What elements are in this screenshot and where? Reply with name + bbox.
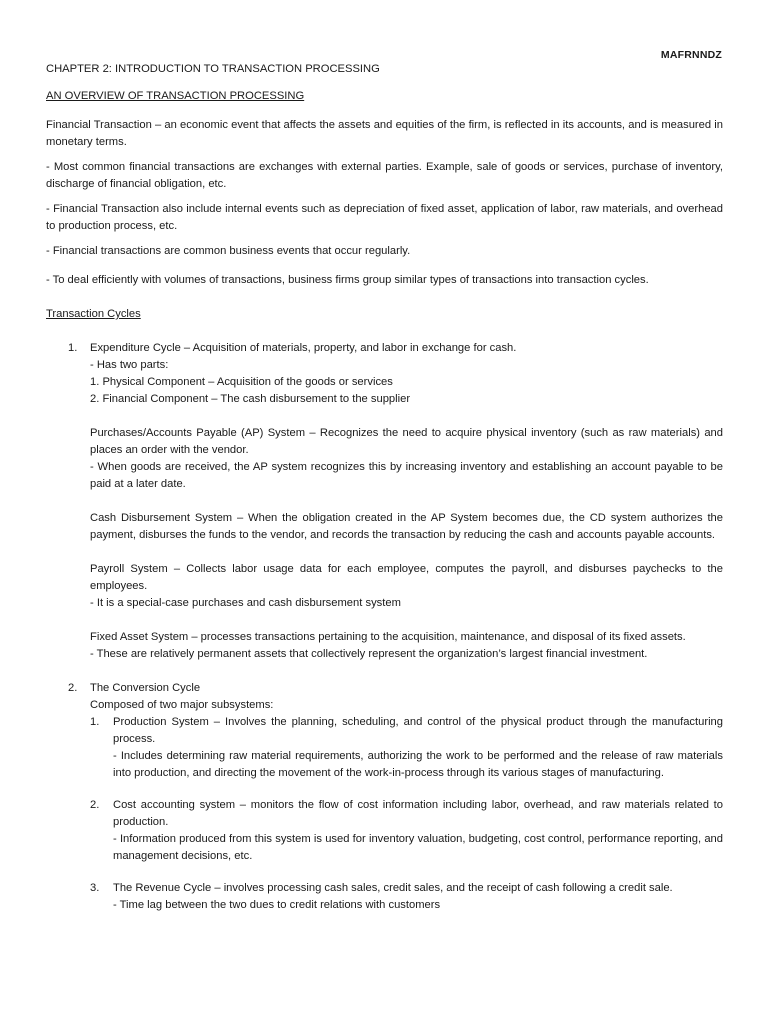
conversion-subtitle: Composed of two major subsystems: xyxy=(90,699,274,711)
fixed-asset-block xyxy=(90,629,723,663)
payroll-text: - It is a special-case purchases and cash disbursement system xyxy=(90,597,401,609)
conversion-cycle xyxy=(46,680,723,914)
list-number: 1. xyxy=(68,342,78,354)
ap-system-text: Purchases/Accounts Payable (AP) System – Recognizes the need to acquire physical inventory (such as raw materials) and places an order with the vendor. xyxy=(90,427,723,456)
list-number: 2. xyxy=(68,682,78,694)
cd-system-block xyxy=(90,510,723,544)
sub-item-detail: - Information produced from this system is used for inventory valuation, budgeting, cost control, performance reporting, and management decisions, etc. xyxy=(113,833,723,862)
ap-system-block xyxy=(90,425,723,493)
conversion-title: The Conversion Cycle xyxy=(90,682,201,694)
ap-system-text: - When goods are received, the AP system recognizes this by increasing inventory and establishing an account payable to be paid at a later date. xyxy=(90,461,723,490)
sub-item-main: Cost accounting system – monitors the flow of cost information including labor, overhead, and raw materials related to production. xyxy=(113,799,723,828)
intro-paragraph: Financial Transaction – an economic event that affects the assets and equities of the firm, is reflected in its accounts, and is measured in monetary terms. xyxy=(46,119,723,148)
cost-accounting-item xyxy=(90,797,723,865)
sub-item-detail: - Time lag between the two dues to credit relations with customers xyxy=(113,899,441,911)
intro-paragraph: - Financial transactions are common business events that occur regularly. xyxy=(46,245,411,257)
payroll-text: Payroll System – Collects labor usage data for each employee, computes the payroll, and disburses paychecks to the employees. xyxy=(90,563,723,592)
chapter-title: CHAPTER 2: INTRODUCTION TO TRANSACTION PROCESSING xyxy=(46,63,380,75)
fixed-asset-text: Fixed Asset System – processes transactions pertaining to the acquisition, maintenance, and disposal of its fixed assets. xyxy=(90,631,686,643)
intro-paragraph: - Financial Transaction also include internal events such as depreciation of fixed asset, application of labor, raw materials, and overhead to production process, etc. xyxy=(46,203,723,232)
document-body xyxy=(46,61,723,914)
payroll-block xyxy=(90,561,723,612)
cycle-line: - Has two parts: xyxy=(90,359,169,371)
sub-item-main: Production System – Involves the planning, scheduling, and control of the physical product through the manufacturing process. xyxy=(113,716,723,745)
sub-item-main: The Revenue Cycle – involves processing cash sales, credit sales, and the receipt of cash following a credit sale. xyxy=(113,882,673,894)
transaction-cycles-heading: Transaction Cycles xyxy=(46,308,141,320)
sub-item-detail: - Includes determining raw material requirements, authorizing the work to be performed and the release of raw materials into production, and directing the movement of the work-in-process through its various stages of manufacturing. xyxy=(113,750,723,779)
cycle-line: 1. Physical Component – Acquisition of the goods or services xyxy=(90,376,393,388)
sub-list-number: 3. xyxy=(90,882,100,894)
overview-heading: AN OVERVIEW OF TRANSACTION PROCESSING xyxy=(46,90,305,102)
fixed-asset-text: - These are relatively permanent assets that collectively represent the organization’s largest financial investment. xyxy=(90,648,648,660)
sub-list-number: 1. xyxy=(90,716,100,728)
author-tag: MAFRNNDZ xyxy=(660,49,722,61)
expenditure-cycle xyxy=(46,340,723,663)
intro-paragraph: - Most common financial transactions are exchanges with external parties. Example, sale of goods or services, purchase of inventory, discharge of financial obligation, etc. xyxy=(46,161,723,190)
sub-list-number: 2. xyxy=(90,799,100,811)
production-system-item xyxy=(90,714,723,782)
cycle-line: 2. Financial Component – The cash disbursement to the supplier xyxy=(90,393,411,405)
intro-paragraph: - To deal efficiently with volumes of transactions, business firms group similar types of transactions into transaction cycles. xyxy=(46,274,649,286)
cycle-line: Expenditure Cycle – Acquisition of materials, property, and labor in exchange for cash. xyxy=(90,342,517,354)
revenue-cycle-item xyxy=(90,880,723,914)
cd-system-text: Cash Disbursement System – When the obligation created in the AP System becomes due, the CD system authorizes the payment, disburses the funds to the vendor, and records the transaction by reducing the cash and accounts payable accounts. xyxy=(90,512,723,541)
